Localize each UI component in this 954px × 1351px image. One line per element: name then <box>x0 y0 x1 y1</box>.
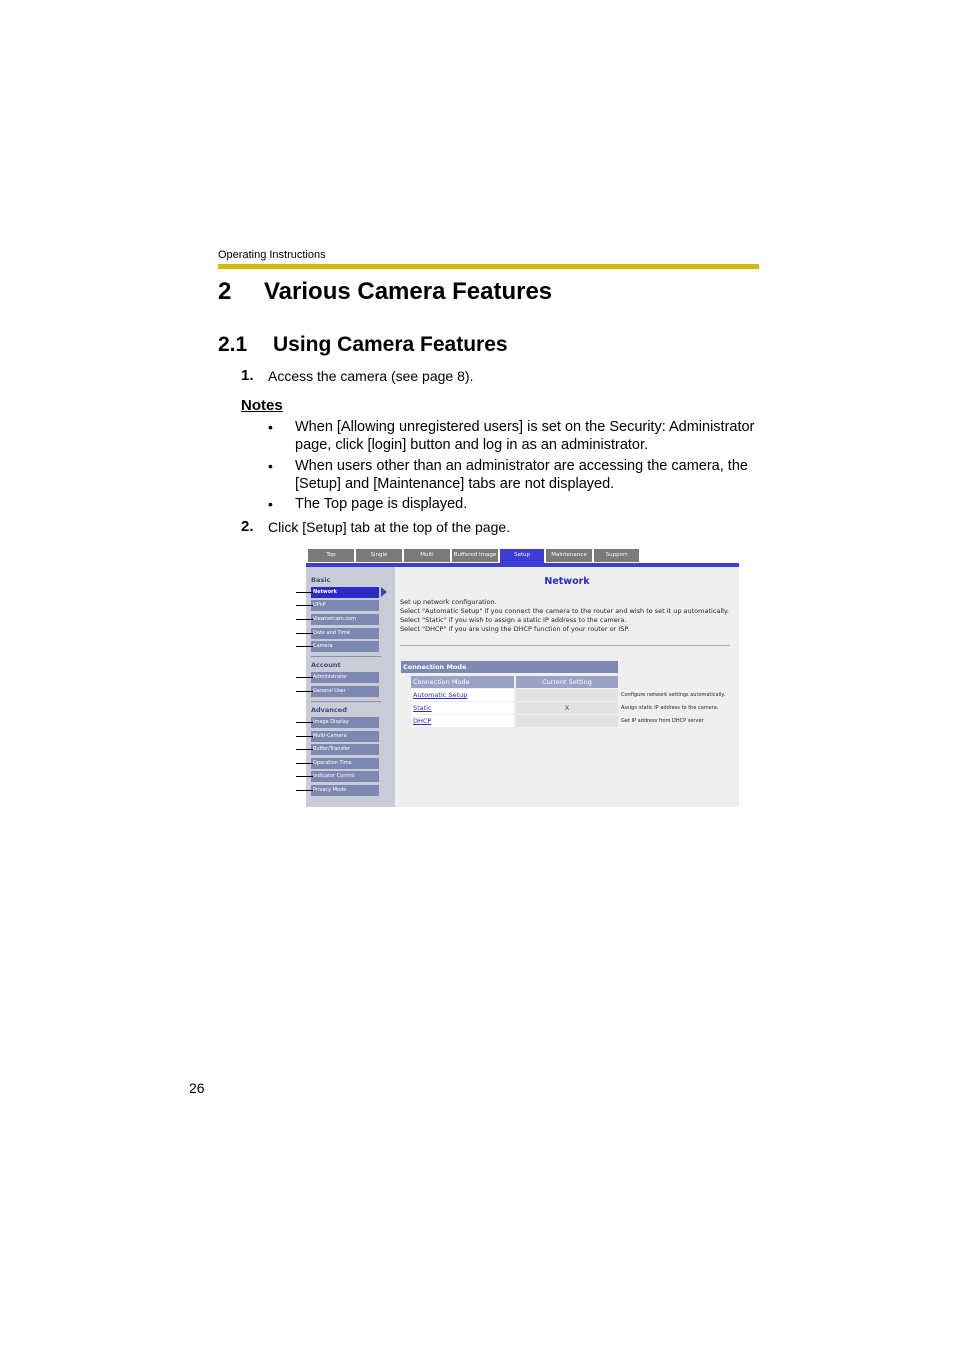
chapter-title <box>218 278 552 306</box>
running-header: Operating Instructions <box>218 249 326 261</box>
row-note: Configure network settings automatically. <box>621 692 726 698</box>
tab-setup[interactable]: Setup <box>500 549 545 564</box>
step-text: Click [Setup] tab at the top of the page. <box>268 519 511 535</box>
link-dhcp[interactable]: DHCP <box>411 715 514 727</box>
step-number: 2. <box>241 518 254 535</box>
sidebar-group-basic: Basic <box>311 576 331 584</box>
tab-bar <box>306 548 739 564</box>
link-static[interactable]: Static <box>411 702 514 714</box>
note-item: When [Allowing unregistered users] is set on the Security: Administrator page, click [login] button and log in as an administrator. <box>295 419 755 453</box>
tab-top[interactable]: Top <box>308 549 355 562</box>
sidebar-group-account: Account <box>311 661 341 669</box>
connection-mode-heading: Connection Mode <box>401 661 618 673</box>
sidebar-item-image-display[interactable]: Image Display <box>311 717 379 728</box>
callout-line <box>296 605 313 606</box>
tab-single[interactable]: Single <box>356 549 403 562</box>
active-arrow-icon <box>381 587 387 597</box>
page-number: 26 <box>189 1080 205 1096</box>
tab-support[interactable]: Support <box>594 549 640 562</box>
step-text: Access the camera (see page 8). <box>268 368 474 384</box>
row-note: Assign static IP address to the camera. <box>621 705 719 711</box>
tab-maintenance[interactable]: Maintenance <box>546 549 593 562</box>
current-setting-cell: X <box>516 702 618 714</box>
tab-multi[interactable]: Multi <box>404 549 451 562</box>
notes-heading: Notes <box>241 397 283 414</box>
chapter-number: 2 <box>218 278 232 305</box>
note-item: When users other than an administrator are accessing the camera, the [Setup] and [Maintenance] tabs are not displayed. <box>295 458 748 492</box>
chapter-title-text: Various Camera Features <box>264 278 553 305</box>
section-title <box>218 333 508 357</box>
description-line: Select "DHCP" if you are using the DHCP function of your router or ISP. <box>400 625 630 633</box>
sidebar-item-privacy-mode[interactable]: Privacy Mode <box>311 785 379 796</box>
description-line: Set up network configuration. <box>400 598 497 606</box>
current-setting-cell <box>516 715 618 727</box>
bullet: • <box>268 496 273 512</box>
callout-line <box>296 749 313 750</box>
step-number: 1. <box>241 367 254 384</box>
sidebar-item-indicator-control[interactable]: Indicator Control <box>311 771 379 782</box>
callout-line <box>296 776 313 777</box>
bullet: • <box>268 419 273 435</box>
sidebar-item-buffer-transfer[interactable]: Buffer/Transfer <box>311 744 379 755</box>
callout-line <box>296 736 313 737</box>
callout-line <box>296 633 313 634</box>
bullet: • <box>268 458 273 474</box>
row-note: Get IP address from DHCP server <box>621 718 704 724</box>
sidebar-item-camera[interactable]: Camera <box>311 641 379 652</box>
callout-line <box>296 691 313 692</box>
sidebar-item-upnp[interactable]: UPnP <box>311 600 379 611</box>
table-header-connection-mode: Connection Mode <box>411 676 514 688</box>
description-line: Select "Static" if you wish to assign a static IP address to the camera. <box>400 616 627 624</box>
tab-buffered-image[interactable]: Buffered Image <box>452 549 499 562</box>
link-automatic-setup[interactable]: Automatic Setup <box>411 689 514 701</box>
note-item: The Top page is displayed. <box>295 496 468 512</box>
callout-line <box>296 592 313 593</box>
callout-line <box>296 722 313 723</box>
table-header-current-setting: Current Setting <box>516 676 618 688</box>
network-description <box>400 598 730 634</box>
callout-line <box>296 646 313 647</box>
callout-line <box>296 677 313 678</box>
sidebar-item-multi-camera[interactable]: Multi-Camera <box>311 731 379 742</box>
section-title-text: Using Camera Features <box>273 333 508 356</box>
sidebar-separator <box>311 701 381 702</box>
sidebar-item-viewnetcam[interactable]: Viewnetcam.com <box>311 614 379 625</box>
setup-screenshot <box>306 548 739 807</box>
setup-sidebar <box>306 567 395 807</box>
description-line: Select "Automatic Setup" if you connect the camera to the router and wish to set it up automatically. <box>400 607 729 615</box>
sidebar-separator <box>311 656 381 657</box>
callout-line <box>296 619 313 620</box>
setup-main-panel <box>395 567 739 807</box>
sidebar-group-advanced: Advanced <box>311 706 347 714</box>
sidebar-item-date-time[interactable]: Date and Time <box>311 628 379 639</box>
sidebar-item-administrator[interactable]: Administrator <box>311 672 379 683</box>
sidebar-item-general-user[interactable]: General User <box>311 686 379 697</box>
current-setting-cell <box>516 689 618 701</box>
divider <box>400 645 730 646</box>
header-rule <box>218 264 759 269</box>
section-number: 2.1 <box>218 333 248 356</box>
sidebar-item-operation-time[interactable]: Operation Time <box>311 758 379 769</box>
callout-line <box>296 763 313 764</box>
sidebar-item-network[interactable]: Network <box>311 587 379 598</box>
callout-line <box>296 790 313 791</box>
network-title: Network <box>544 576 590 587</box>
